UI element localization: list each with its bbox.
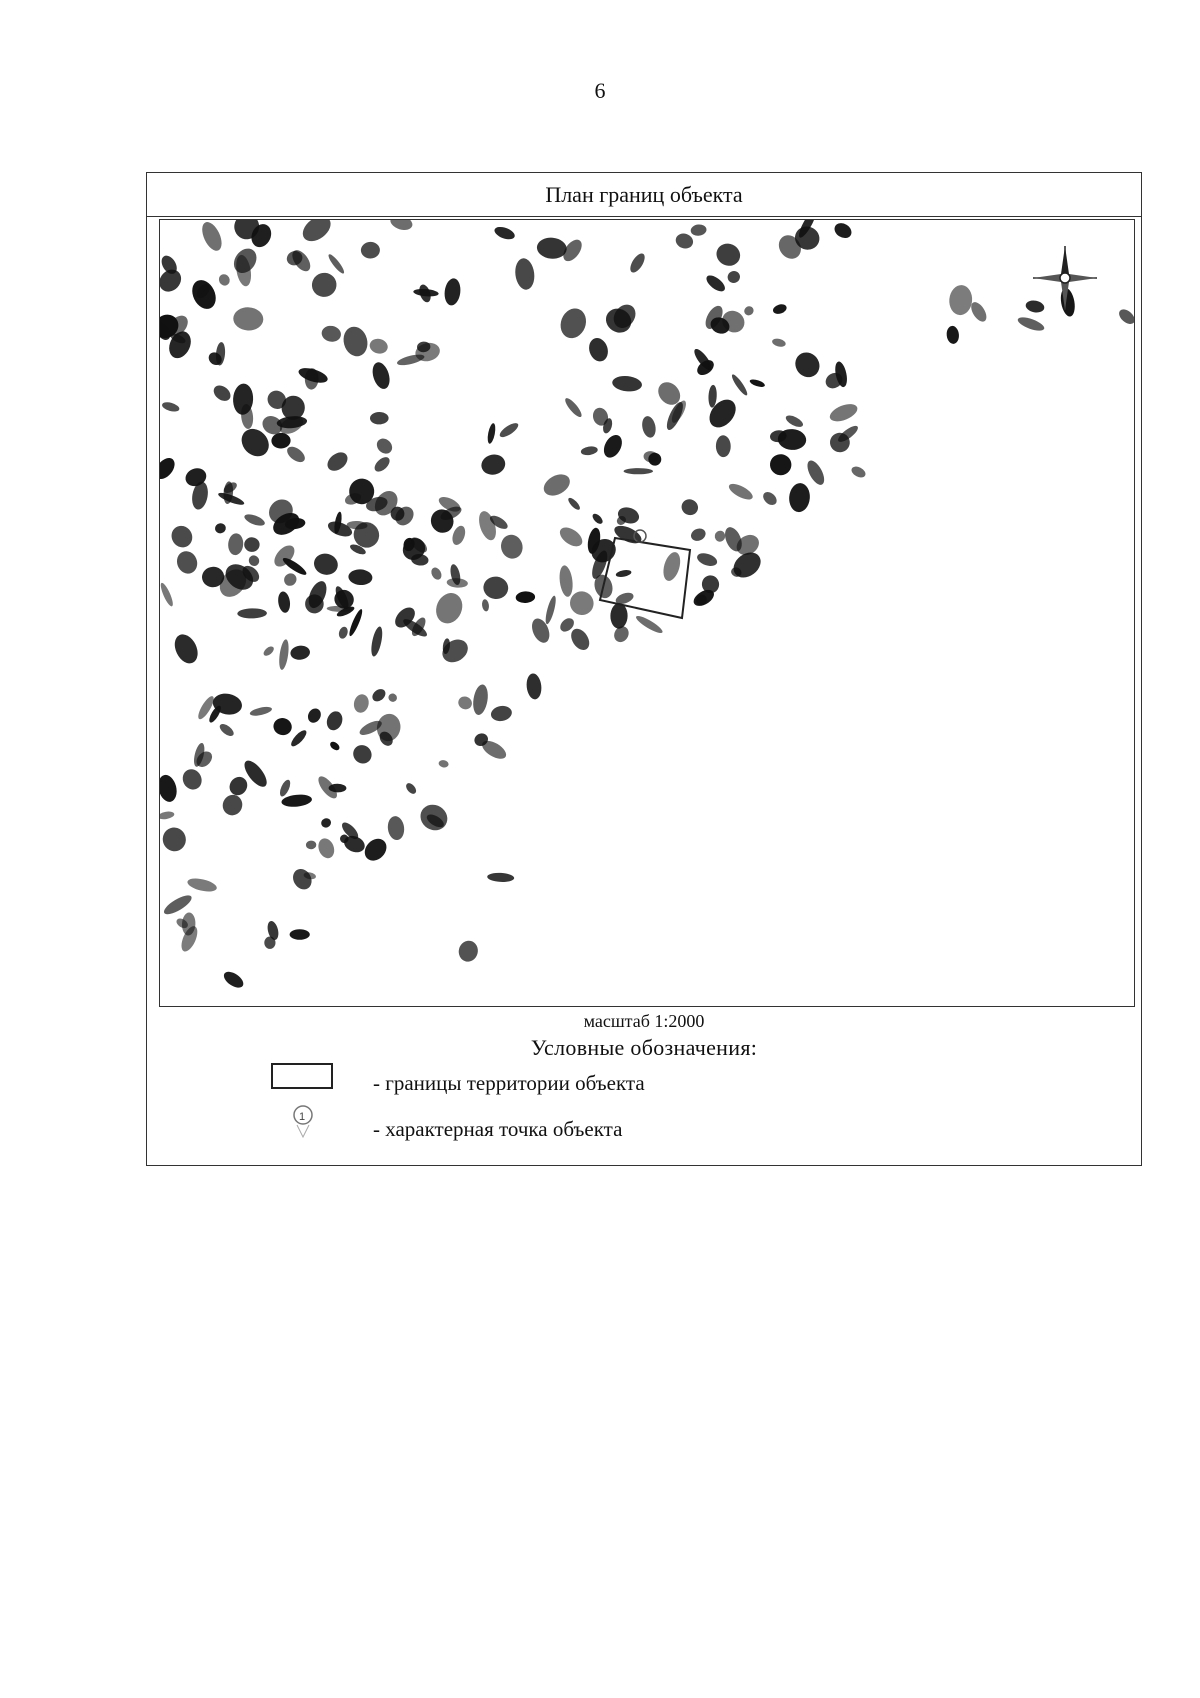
satellite-map: [159, 219, 1135, 1007]
tree-cluster: [498, 532, 525, 561]
tree-cluster: [340, 324, 370, 359]
tree-cluster: [316, 836, 337, 860]
tree-cluster: [370, 412, 389, 425]
tree-cluster: [591, 512, 605, 526]
tree-cluster: [320, 324, 342, 343]
tree-cluster: [1116, 307, 1135, 327]
tree-cluster: [309, 270, 340, 300]
tree-cluster: [244, 537, 261, 553]
tree-cluster: [660, 550, 683, 583]
tree-cluster: [290, 929, 310, 940]
tree-cluster: [329, 740, 342, 752]
tree-cluster: [832, 220, 854, 241]
tree-cluster: [600, 432, 625, 461]
tree-cluster: [429, 566, 443, 582]
tree-cluster: [514, 257, 537, 291]
tree-cluster: [727, 481, 755, 503]
tree-cluster: [320, 817, 333, 829]
tree-cluster: [515, 591, 535, 604]
tree-cluster: [627, 251, 647, 275]
tree-cluster: [615, 569, 632, 578]
tree-cluster: [264, 937, 275, 949]
tree-cluster: [695, 551, 718, 569]
tree-cluster: [369, 626, 384, 658]
tree-cluster: [493, 224, 517, 241]
tree-cluster: [438, 635, 472, 667]
tree-cluster: [567, 625, 593, 653]
tree-cluster: [374, 435, 395, 456]
tree-cluster: [726, 269, 742, 285]
tree-cluster: [243, 512, 266, 528]
tree-cluster: [827, 401, 859, 425]
tree-cluster: [221, 969, 246, 991]
tree-cluster: [948, 284, 973, 316]
tree-cluster: [946, 325, 960, 344]
tree-cluster: [743, 305, 756, 317]
tree-cluster: [704, 272, 728, 294]
tree-cluster: [804, 458, 828, 487]
tree-cluster: [186, 876, 218, 894]
tree-cluster: [220, 792, 246, 818]
tree-cluster: [1025, 299, 1046, 314]
tree-cluster: [432, 589, 467, 628]
compass-rose-icon: [1033, 246, 1097, 310]
tree-cluster: [289, 728, 309, 749]
tree-cluster: [640, 415, 657, 439]
tree-cluster: [416, 800, 453, 836]
scale-label: масштаб 1:2000: [583, 1011, 705, 1031]
tree-cluster: [174, 548, 201, 577]
tree-cluster: [674, 231, 695, 251]
tree-cluster: [580, 445, 598, 456]
tree-cluster: [679, 497, 701, 518]
tree-cluster: [664, 400, 686, 432]
tree-cluster: [160, 773, 179, 804]
tree-cluster: [772, 303, 788, 316]
tree-cluster: [167, 522, 196, 551]
tree-cluster: [298, 220, 335, 246]
tree-cluster: [708, 385, 717, 408]
tree-cluster: [714, 530, 726, 543]
tree-cluster: [160, 810, 175, 820]
tree-cluster: [324, 449, 351, 475]
tree-cluster: [277, 591, 291, 614]
plan-frame: [146, 172, 1142, 1166]
tree-cluster: [730, 373, 750, 397]
tree-cluster: [284, 444, 307, 466]
tree-cluster: [487, 872, 514, 882]
legend-boundary-text: - границы территории объекта: [373, 1071, 645, 1095]
tree-cluster: [271, 433, 291, 449]
tree-cluster: [567, 496, 582, 511]
tree-cluster: [338, 626, 350, 640]
tree-cluster: [689, 526, 707, 543]
tree-cluster: [481, 599, 489, 612]
tree-cluster: [278, 778, 292, 798]
page-number: 6: [594, 78, 606, 103]
tree-cluster: [370, 687, 388, 704]
tree-cluster: [370, 360, 393, 391]
tree-cluster: [624, 468, 653, 474]
tree-cluster: [233, 307, 264, 332]
tree-cluster: [226, 773, 251, 798]
tree-cluster: [217, 272, 232, 287]
tree-cluster: [272, 716, 294, 737]
tree-cluster: [456, 939, 480, 964]
tree-cluster: [438, 759, 449, 768]
legend-title: Условные обозначения:: [530, 1035, 758, 1060]
tree-cluster: [290, 645, 311, 661]
tree-cluster: [160, 582, 175, 608]
tree-cluster: [237, 608, 267, 619]
tree-cluster: [525, 673, 542, 700]
tree-cluster: [1059, 287, 1077, 318]
tree-cluster: [262, 645, 276, 658]
boundary-rectangle-icon: [271, 1063, 333, 1089]
tree-cluster: [170, 631, 202, 668]
tree-cluster: [749, 378, 766, 389]
tree-cluster: [610, 603, 628, 629]
tree-cluster: [247, 553, 261, 567]
tree-cluster: [790, 348, 824, 382]
tree-cluster: [611, 375, 642, 393]
tree-cluster: [178, 924, 200, 954]
tree-cluster: [372, 454, 392, 474]
tree-cluster: [375, 712, 403, 743]
tree-cluster: [387, 692, 399, 704]
tree-cluster: [249, 705, 273, 717]
tree-cluster: [160, 454, 178, 482]
tree-cluster: [788, 482, 811, 513]
tree-cluster: [479, 452, 507, 477]
tree-cluster: [281, 793, 313, 808]
tree-cluster: [227, 533, 244, 556]
tree-cluster: [361, 242, 381, 259]
tree-cluster: [771, 337, 786, 348]
tree-cluster: [716, 435, 731, 457]
tree-cluster: [179, 766, 205, 793]
tree-cluster: [557, 524, 586, 551]
tree-cluster: [160, 265, 186, 296]
tree-cluster: [761, 489, 780, 507]
tree-cluster: [386, 815, 405, 841]
tree-cluster: [536, 236, 568, 260]
tree-cluster: [471, 683, 490, 716]
tree-cluster: [784, 413, 805, 429]
tree-cluster: [850, 464, 868, 479]
tree-cluster: [349, 741, 375, 767]
legend-point-text: - характерная точка объекта: [373, 1117, 623, 1141]
tree-cluster: [634, 613, 664, 635]
tree-cluster: [404, 781, 418, 795]
tree-cluster: [490, 704, 513, 722]
tree-cluster: [282, 571, 300, 589]
point-marker-icon: [289, 1103, 317, 1139]
tree-cluster: [360, 834, 390, 865]
tree-cluster: [713, 240, 744, 270]
tree-cluster: [558, 565, 574, 598]
tree-cluster: [611, 624, 631, 645]
tree-cluster: [482, 575, 509, 600]
svg-text:1: 1: [299, 1111, 306, 1123]
tree-cluster: [586, 336, 611, 364]
tree-cluster: [556, 305, 590, 342]
tree-cluster: [544, 595, 558, 625]
tree-cluster: [498, 421, 521, 440]
tree-cluster: [769, 453, 793, 476]
tree-cluster: [326, 253, 346, 276]
tree-cluster: [278, 639, 291, 671]
tree-cluster: [311, 551, 340, 578]
tree-cluster: [690, 224, 707, 237]
plan-title: План границ объекта: [147, 173, 1141, 217]
tree-cluster: [161, 401, 180, 414]
tree-cluster: [281, 555, 308, 577]
tree-cluster: [540, 470, 574, 500]
tree-cluster: [160, 825, 189, 855]
tree-cluster: [324, 709, 345, 732]
tree-cluster: [214, 523, 226, 534]
tree-cluster: [218, 722, 236, 739]
tree-cluster: [563, 396, 584, 419]
map-image: [160, 220, 1135, 1007]
tree-cluster: [352, 693, 370, 714]
tree-cluster: [389, 220, 415, 233]
tree-cluster: [1016, 315, 1046, 334]
tree-cluster: [443, 277, 462, 306]
tree-cluster: [456, 694, 474, 711]
tree-cluster: [198, 220, 225, 254]
tree-cluster: [211, 382, 234, 404]
tree-cluster: [305, 706, 323, 725]
tree-cluster: [450, 524, 468, 547]
tree-cluster: [368, 337, 389, 356]
tree-clusters: [160, 220, 1135, 991]
point-label: 1: [636, 534, 642, 545]
tree-cluster: [306, 840, 317, 849]
tree-cluster: [348, 569, 373, 586]
tree-cluster: [486, 423, 496, 445]
